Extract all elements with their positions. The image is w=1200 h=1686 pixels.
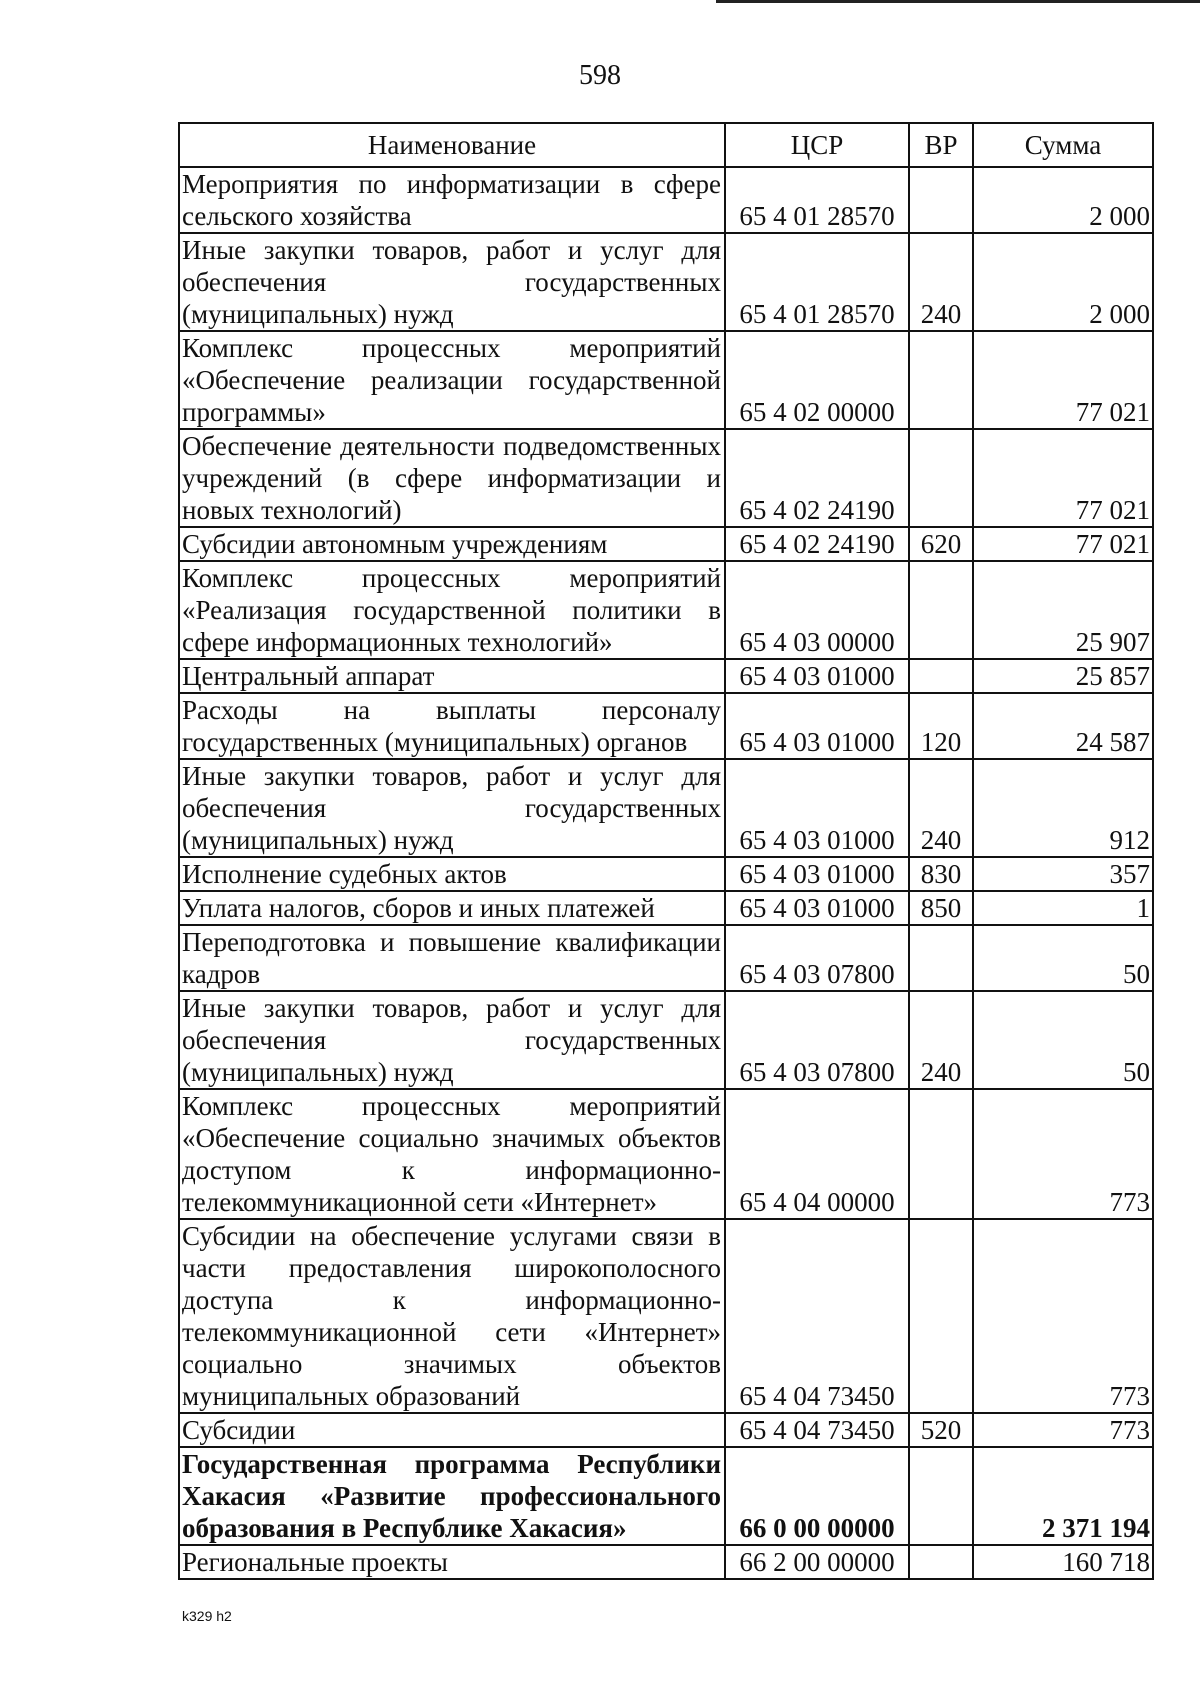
sum-cell: 77 021 [973, 527, 1153, 561]
vr-cell: 830 [909, 857, 973, 891]
sum-cell: 773 [973, 1089, 1153, 1219]
name-cell: Исполнение судебных актов [179, 857, 725, 891]
table-row [179, 331, 1153, 429]
name-cell: Субсидии на обеспечение услугами связи в части предоставления широкополосного доступа к информационно-телекоммуникационной сети «Интернет» социально значимых объектов муниципальных образований [179, 1219, 725, 1413]
vr-cell: 240 [909, 759, 973, 857]
name-cell: Обеспечение деятельности подведомственных учреждений (в сфере информатизации и новых технологий) [179, 429, 725, 527]
vr-cell [909, 659, 973, 693]
csr-cell: 65 4 02 24190 [725, 429, 909, 527]
sum-cell: 1 [973, 891, 1153, 925]
table-row [179, 1089, 1153, 1219]
name-cell: Расходы на выплаты персоналу государственных (муниципальных) органов [179, 693, 725, 759]
csr-cell: 65 4 02 24190 [725, 527, 909, 561]
table-row [179, 429, 1153, 527]
vr-cell [909, 561, 973, 659]
sum-cell: 50 [973, 925, 1153, 991]
table-row [179, 659, 1153, 693]
vr-cell: 240 [909, 233, 973, 331]
csr-cell: 65 4 03 01000 [725, 659, 909, 693]
name-cell: Иные закупки товаров, работ и услуг для обеспечения государственных (муниципальных) нужд [179, 991, 725, 1089]
vr-cell: 850 [909, 891, 973, 925]
name-cell: Переподготовка и повышение квалификации кадров [179, 925, 725, 991]
csr-cell: 65 4 03 01000 [725, 891, 909, 925]
csr-cell: 65 4 03 00000 [725, 561, 909, 659]
table-row [179, 1413, 1153, 1447]
vr-cell: 620 [909, 527, 973, 561]
budget-table [178, 122, 1154, 1580]
sum-cell: 773 [973, 1219, 1153, 1413]
vr-cell [909, 1545, 973, 1579]
top-border-line [716, 0, 1200, 3]
sum-cell: 50 [973, 991, 1153, 1089]
vr-cell [909, 1219, 973, 1413]
name-cell: Субсидии [179, 1413, 725, 1447]
table-header-row [179, 123, 1153, 167]
table-row [179, 857, 1153, 891]
table-row [179, 759, 1153, 857]
vr-cell: 520 [909, 1413, 973, 1447]
name-cell: Иные закупки товаров, работ и услуг для обеспечения государственных (муниципальных) нужд [179, 233, 725, 331]
vr-cell [909, 429, 973, 527]
sum-cell: 25 857 [973, 659, 1153, 693]
table-row [179, 891, 1153, 925]
csr-cell: 65 4 03 07800 [725, 991, 909, 1089]
csr-cell: 65 4 04 73450 [725, 1413, 909, 1447]
table-row [179, 693, 1153, 759]
name-cell: Центральный аппарат [179, 659, 725, 693]
table-row [179, 527, 1153, 561]
name-cell: Субсидии автономным учреждениям [179, 527, 725, 561]
vr-cell: 120 [909, 693, 973, 759]
csr-cell: 65 4 03 01000 [725, 857, 909, 891]
name-cell: Региональные проекты [179, 1545, 725, 1579]
header-vr: ВР [909, 123, 973, 167]
header-sum: Сумма [973, 123, 1153, 167]
csr-cell: 65 4 04 00000 [725, 1089, 909, 1219]
csr-cell: 65 4 01 28570 [725, 233, 909, 331]
name-cell: Государственная программа Республики Хакасия «Развитие профессионального образования в Республике Хакасия» [179, 1447, 725, 1545]
vr-cell [909, 167, 973, 233]
table-row [179, 1219, 1153, 1413]
header-csr: ЦСР [725, 123, 909, 167]
table-row [179, 1545, 1153, 1579]
csr-cell: 65 4 03 07800 [725, 925, 909, 991]
page-number: 598 [579, 60, 621, 91]
name-cell: Мероприятия по информатизации в сфере сельского хозяйства [179, 167, 725, 233]
vr-cell [909, 1089, 973, 1219]
sum-cell: 357 [973, 857, 1153, 891]
table-row [179, 991, 1153, 1089]
name-cell: Уплата налогов, сборов и иных платежей [179, 891, 725, 925]
sum-cell: 25 907 [973, 561, 1153, 659]
name-cell: Иные закупки товаров, работ и услуг для обеспечения государственных (муниципальных) нужд [179, 759, 725, 857]
csr-cell: 65 4 02 00000 [725, 331, 909, 429]
vr-cell [909, 1447, 973, 1545]
csr-cell: 66 2 00 00000 [725, 1545, 909, 1579]
table-row [179, 561, 1153, 659]
table-body [179, 167, 1153, 1579]
name-cell: Комплекс процессных мероприятий «Обеспечение социально значимых объектов доступом к информационно-телекоммуникационной сети «Интернет» [179, 1089, 725, 1219]
table-row [179, 233, 1153, 331]
table-row [179, 925, 1153, 991]
sum-cell: 77 021 [973, 331, 1153, 429]
vr-cell [909, 331, 973, 429]
sum-cell: 2 371 194 [973, 1447, 1153, 1545]
name-cell: Комплекс процессных мероприятий «Реализация государственной политики в сфере информационных технологий» [179, 561, 725, 659]
csr-cell: 66 0 00 00000 [725, 1447, 909, 1545]
table-row [179, 1447, 1153, 1545]
vr-cell: 240 [909, 991, 973, 1089]
sum-cell: 24 587 [973, 693, 1153, 759]
sum-cell: 773 [973, 1413, 1153, 1447]
vr-cell [909, 925, 973, 991]
csr-cell: 65 4 03 01000 [725, 693, 909, 759]
sum-cell: 912 [973, 759, 1153, 857]
sum-cell: 2 000 [973, 167, 1153, 233]
csr-cell: 65 4 03 01000 [725, 759, 909, 857]
sum-cell: 77 021 [973, 429, 1153, 527]
footer-code: k329 h2 [182, 1608, 232, 1624]
csr-cell: 65 4 04 73450 [725, 1219, 909, 1413]
name-cell: Комплекс процессных мероприятий «Обеспечение реализации государственной программы» [179, 331, 725, 429]
sum-cell: 160 718 [973, 1545, 1153, 1579]
sum-cell: 2 000 [973, 233, 1153, 331]
header-name: Наименование [179, 123, 725, 167]
table-row [179, 167, 1153, 233]
csr-cell: 65 4 01 28570 [725, 167, 909, 233]
